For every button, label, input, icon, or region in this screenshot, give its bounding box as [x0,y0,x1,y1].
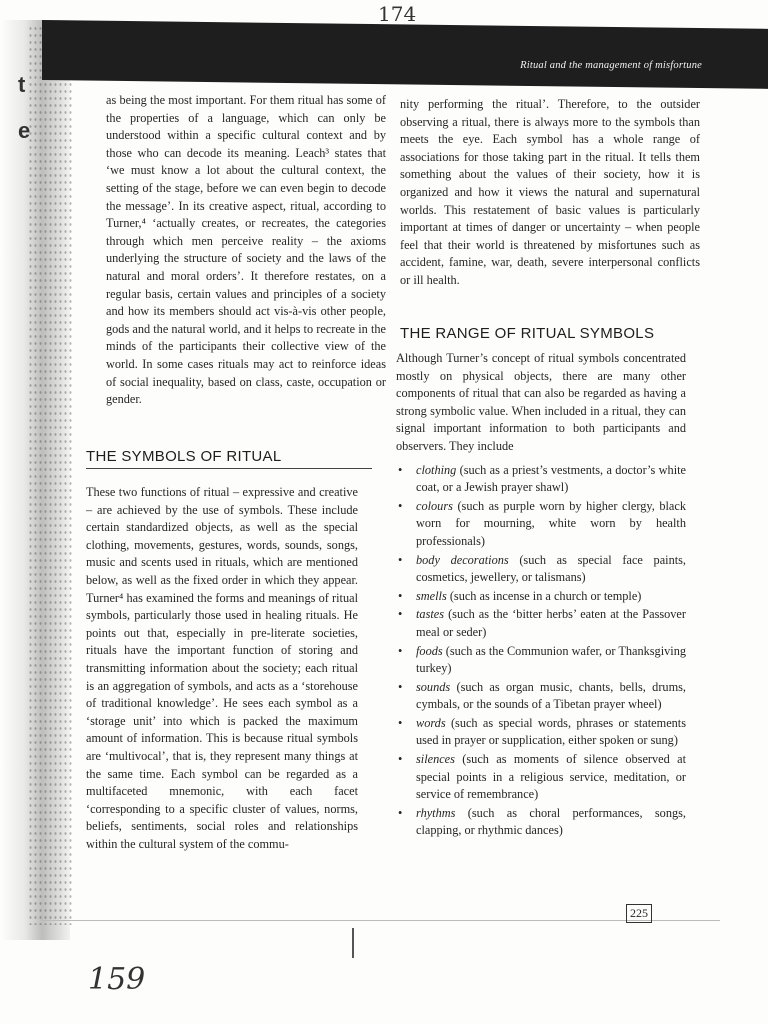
list-term: foods [416,643,443,658]
symbol-list [396,462,686,840]
list-item [396,751,686,804]
list-item [396,552,686,587]
list-item [396,679,686,714]
list-term: smells [416,588,447,603]
list-item [396,606,686,641]
paragraph-range-intro: Although Turner’s concept of ritual symbols concentrated mostly on physical objects, there are many other components of ritual that can also be regarded as having a strong symbolic value. When included in a ritual, they can signal important information to both participants and observers. They include [396,351,686,453]
heading-symbols-of-ritual: THE SYMBOLS OF RITUAL [86,448,372,469]
edge-char-2: e [18,118,31,143]
bullet-icon: • [398,679,403,694]
paragraph-community: nity performing the ritual’. Therefore, to the outsider observing a ritual, there is always more to the symbols than meets the eye. Each symbol has a whole range of associations for those taking part in the ritual. It tells them something about the values of their society, how it is organized and how it views the natural and supernatural worlds. This restatement of basic values is particularly important at times of danger or uncertainty – when people feel that their world is threatened by misfortunes such as accident, famine, war, death, severe interpersonal conflicts or ill health. [400,97,700,287]
right-column-bottom [396,350,686,841]
left-column-bottom [86,484,358,853]
list-desc: (such as purple worn by higher clergy, black worn for mourning, white worn by health professionals) [416,498,686,548]
list-desc: (such as organ music, chants, bells, drums, cymbals, or the sounds of a Tibetan prayer wheel) [416,679,686,712]
bullet-icon: • [398,498,403,513]
list-desc: (such as choral performances, songs, clapping, or rhythmic dances) [416,805,686,838]
list-desc: (such as a priest’s vestments, a doctor’s white coat, or a Jewish prayer shawl) [416,462,686,495]
list-desc: (such as the ‘bitter herbs’ eaten at the Passover meal or seder) [416,607,686,639]
bullet-icon: • [398,552,403,567]
bullet-icon: • [398,643,403,658]
page-bottom-edge [40,920,720,921]
right-column-top [400,96,700,290]
edge-char-1: t [18,72,26,97]
list-term: silences [416,752,455,767]
running-head: Ritual and the management of misfortune [520,60,702,71]
list-desc: (such as moments of silence observed at special points in a religious service, meditation, or service of remembrance) [416,752,686,802]
list-item [396,643,686,678]
list-desc: (such as special face paints, cosmetics, jewellery, or talismans) [416,552,686,585]
list-item [396,588,686,606]
scan-speckle [28,25,73,925]
left-column-top [106,92,386,409]
list-desc: (such as special words, phrases or statements used in prayer or supplication, either spoken or sung) [416,715,686,748]
page-number: 225 [626,904,652,923]
bullet-icon: • [398,462,403,477]
list-term: words [416,715,446,730]
list-desc: (such as incense in a church or temple) [446,588,642,603]
list-term: tastes [416,607,445,622]
paragraph-ritual-language: as being the most important. For them ritual has some of the properties of a language, which can only be understood within a specific cultural context and by those who can decode its meaning. Leach³ states that ‘we must know a lot about the cultural context, the setting of the stage, before we can even begin to decode the message’. In its creative aspect, ritual, according to Turner,⁴ ‘actually creates, or recreates, the categories through which men perceive reality – the axioms underlying the structure of society and the laws of the natural and moral orders’. It therefore restates, on a regular basis, certain values and principles of a society and how its members should act vis-à-vis other people, gods and the natural world, and it helps to recreate in the minds of the participants their collective view of the world. In some cases rituals may act to reinforce ideas of social inequality, based on class, caste, occupation or gender. [106,93,386,407]
list-term: sounds [416,679,451,694]
bullet-icon: • [398,805,403,820]
bullet-icon: • [398,588,403,603]
list-item [396,498,686,551]
bullet-icon: • [398,607,403,622]
gutter-mark [352,928,354,958]
handwritten-number: 159 [88,962,146,997]
heading-range-of-symbols: THE RANGE OF RITUAL SYMBOLS [400,325,655,342]
list-desc: (such as the Communion wafer, or Thanksgiving turkey) [416,643,686,676]
header-bar [42,20,768,89]
top-handwritten-mark: 174 [378,2,417,26]
list-term: body decorations [416,552,509,567]
list-item [396,715,686,750]
list-term: rhythms [416,805,456,820]
paragraph-symbols: These two functions of ritual – expressive and creative – are achieved by the use of symbols. These include certain standardized objects, as well as the special clothing, movements, gestures, words, sounds, songs, music and scents used in rituals, which are mentioned below, as well as the fixed order in which they appear. Turner⁴ has examined the forms and meanings of ritual symbols, particularly those used in healing rituals. He points out that, especially in pre-literate societies, rituals have the important function of storing and transmitting information about the society; each ritual is an aggregation of symbols, and acts as a ‘storehouse of traditional knowledge’. He sees each symbol as a ‘storage unit’ into which is packed the maximum amount of information. This is because ritual symbols are ‘multivocal’, that is, they represent many things at the same time. Each symbol can be regarded as a multifaceted mnemonic, with each facet ‘corresponding to a specific cluster of values, norms, beliefs, sentiments, social roles and relationships within the cultural system of the commu- [86,485,358,851]
list-item [396,805,686,840]
bullet-icon: • [398,715,403,730]
list-term: clothing [416,462,457,477]
bullet-icon: • [398,752,403,767]
list-term: colours [416,498,453,513]
list-item [396,462,686,497]
